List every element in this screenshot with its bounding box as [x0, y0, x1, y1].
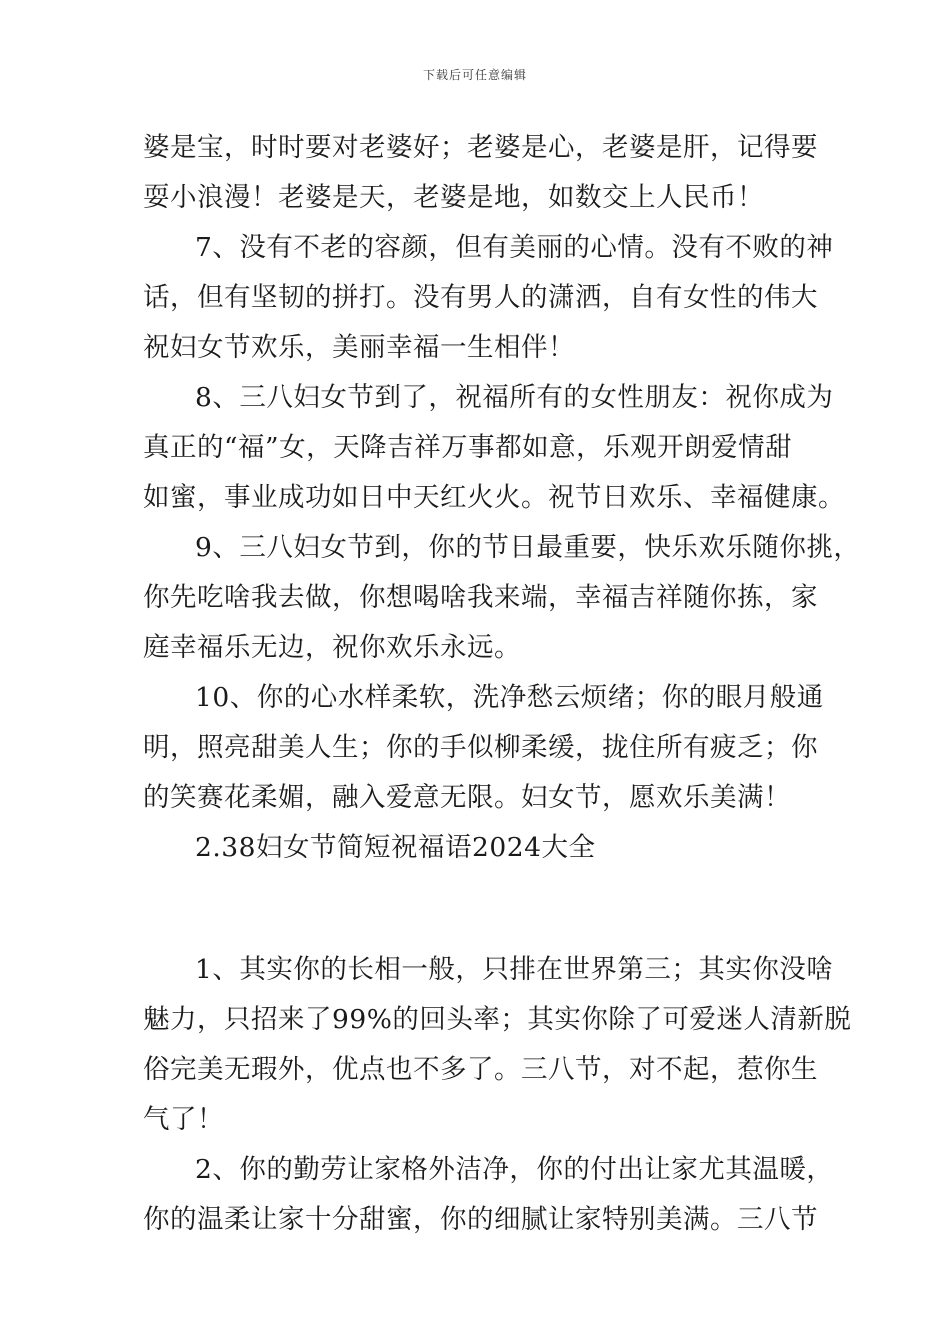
text-line: 明，照亮甜美人生；你的手似柳柔缓，拢住所有疲乏；你 — [143, 732, 818, 763]
text-line: 俗完美无瑕外，优点也不多了。三八节，对不起，惹你生 — [143, 1054, 818, 1085]
header-note: 下载后可任意编辑 — [422, 68, 527, 82]
paragraph-item-8: 8、三八妇女节到了，祝福所有的女性朋友：祝你成为 — [195, 382, 834, 413]
paragraph-item-9: 9、三八妇女节到，你的节日最重要，快乐欢乐随你挑， — [195, 532, 861, 563]
paragraph-item-1: 1、其实你的长相一般，只排在世界第三；其实你没啥 — [195, 954, 834, 985]
paragraph-item-2: 2、你的勤劳让家格外洁净，你的付出让家尤其温暖， — [195, 1154, 834, 1185]
text-line: 庭幸福乐无边，祝你欢乐永远。 — [143, 632, 521, 663]
text-line: 祝妇女节欢乐，美丽幸福一生相伴！ — [143, 332, 575, 363]
text-line: 话，但有坚韧的拼打。没有男人的潇洒，自有女性的伟大 — [143, 282, 818, 313]
text-line: 你的温柔让家十分甜蜜，你的细腻让家特别美满。三八节 — [143, 1204, 818, 1235]
paragraph-item-7: 7、没有不老的容颜，但有美丽的心情。没有不败的神 — [195, 232, 834, 263]
text-line: 真正的“福”女，天降吉祥万事都如意，乐观开朗爱情甜 — [143, 432, 793, 463]
blank-spacer — [143, 873, 808, 945]
text-line: 魅力，只招来了99%的回头率；其实你除了可爱迷人清新脱 — [143, 1004, 852, 1035]
document-body — [143, 123, 861, 1245]
section-heading: 2.38妇女节简短祝福语2024大全 — [195, 832, 596, 863]
paragraph-item-10: 10、你的心水样柔软，洗净愁云烦绪；你的眼月般通 — [195, 682, 824, 713]
text-line: 你先吃啥我去做，你想喝啥我来端，幸福吉祥随你拣，家 — [143, 582, 818, 613]
text-line: 气了！ — [143, 1104, 224, 1135]
text-line: 的笑赛花柔媚，融入爱意无限。妇女节，愿欢乐美满！ — [143, 782, 791, 813]
text-line: 如蜜，事业成功如日中天红火火。祝节日欢乐、幸福健康。 — [143, 482, 845, 513]
text-line: 婆是宝，时时要对老婆好；老婆是心，老婆是肝，记得要 — [143, 132, 818, 163]
text-line: 耍小浪漫！老婆是天，老婆是地，如数交上人民币！ — [143, 182, 764, 213]
